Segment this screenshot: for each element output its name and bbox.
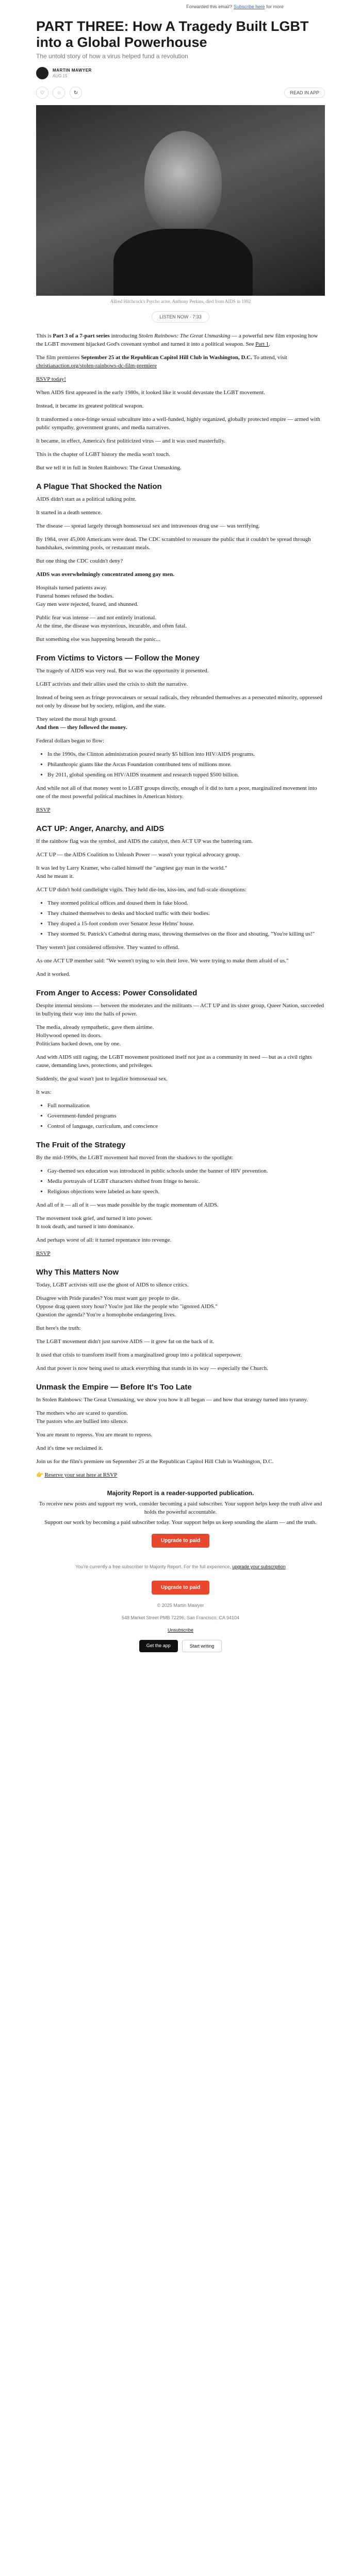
list-item: • By 2011, global spending on HIV/AIDS treatment and research topped $500 billion.	[47, 771, 325, 779]
footer	[36, 1563, 325, 1652]
list-item: • They draped a 15-foot condom over Senator Jesse Helms' house.	[47, 920, 325, 928]
body-paragraph: The disease — spread largely through homosexual sex and intravenous drug use — was terrifying.	[36, 523, 260, 529]
section-heading: From Victims to Victors — Follow the Money	[36, 654, 200, 663]
body-paragraph: But something else was happening beneath the panic...	[36, 636, 160, 642]
body-paragraph: When AIDS first appeared in the early 1980s, it looked like it would devastate the LGBT movement.	[36, 389, 265, 396]
intro-text: This is	[36, 333, 52, 339]
body-paragraph: And all of it — all of it — was made possible by the tragic momentum of AIDS.	[36, 1202, 219, 1208]
body-paragraph: And that power is now being used to attack everything that stands in its way — especially the Church.	[36, 1365, 268, 1371]
section-heading: ACT UP: Anger, Anarchy, and AIDS	[36, 824, 165, 833]
section-heading: Unmask the Empire — Before It's Too Late	[36, 1383, 192, 1392]
body-paragraph: The LGBT movement didn't just survive AIDS — it grew fat on the back of it.	[36, 1338, 215, 1345]
intro-text: To attend, visit	[253, 354, 287, 361]
forward-text: Forwarded this email?	[186, 4, 232, 9]
intro-paragraph-1	[36, 332, 325, 348]
reserve-link[interactable]: Reserve your seat here at RSVP	[44, 1472, 118, 1478]
listen-bar	[36, 311, 325, 323]
body-paragraph: By 1984, over 45,000 Americans were dead. The CDC scrambled to reassure the public that it couldn't be spread through handshakes, swimming pools, or restaurant meals.	[36, 536, 311, 551]
body-paragraph: Question the agenda? You're a homophobe endangering lives.	[36, 1312, 176, 1318]
unsubscribe-line	[36, 1626, 325, 1634]
footer-upgrade-button[interactable]: Upgrade to paid	[152, 1581, 209, 1595]
promo-text: To receive new posts and support my work, consider becoming a paid subscriber. Your support helps keep the truth alive and holds the powerful accountable.	[39, 1501, 322, 1515]
rsvp-line	[36, 806, 325, 814]
body-paragraph: They weren't just considered offensive. They wanted to offend.	[36, 944, 179, 951]
body-paragraph: In Stolen Rainbows: The Great Unmasking, we show you how it all began — and how that strategy turned into tyranny.	[36, 1397, 308, 1403]
body-paragraph: The mothers who are scared to question.	[36, 1410, 128, 1416]
list-item: • They stormed St. Patrick's Cathedral during mass, throwing themselves on the floor and shouting, "You're killing us!"	[47, 930, 325, 938]
listen-button[interactable]: LISTEN NOW · 7:33	[152, 311, 209, 323]
intro-text: introducing	[111, 333, 138, 339]
post-date: AUG 15	[53, 74, 68, 78]
copyright: © 2025 Martin Mawyer	[157, 1603, 204, 1608]
premiere-join: Join us for the film's premiere on September 25 at the Republican Capitol Hill Club in Washington, D.C.	[36, 1459, 274, 1465]
forward-suffix: for more	[266, 4, 284, 9]
body-paragraph: Hollywood opened its doors.	[36, 1032, 102, 1039]
body-paragraph: But we tell it in full in Stolen Rainbows: The Great Unmasking.	[36, 465, 182, 471]
body-paragraph: If the rainbow flag was the symbol, and AIDS the catalyst, then ACT UP was the battering ram.	[36, 838, 253, 844]
list-item: • Control of language, curriculum, and conscience	[47, 1122, 325, 1130]
body-paragraph: And it worked.	[36, 971, 71, 977]
protest-list	[36, 899, 325, 938]
subscribe-promo	[36, 1489, 325, 1548]
body-paragraph: And while not all of that money went to LGBT groups directly, enough of it did to turn a poor, marginalized movement into one of the most powerful political machines in American history.	[36, 785, 317, 800]
promo-title: Majority Report is a reader-supported publication.	[107, 1489, 254, 1497]
body-paragraph: It transformed a once-fringe sexual subculture into a well-funded, highly organized, globally protected empire — armed with public sympathy, government grants, and media narratives.	[36, 416, 320, 431]
body-paragraph: By the mid-1990s, the LGBT movement had moved from the shadows to the spotlight:	[36, 1155, 234, 1161]
upgrade-subscription-link[interactable]: upgrade your subscription	[232, 1564, 286, 1569]
body-paragraph: And with AIDS still raging, the LGBT movement positioned itself not just as a community in need — but as a civil rights cause, demanding laws, protections, and privileges.	[36, 1054, 312, 1069]
body-paragraph: Despite internal tensions — between the moderates and the militants — ACT UP and its sister group, Queer Nation, succeeded in bullying their way into the halls of power.	[36, 1003, 324, 1017]
body-paragraph: At the time, the disease was mysterious, incurable, and often fatal.	[36, 623, 187, 629]
body-paragraph: Public fear was intense — and not entirely irrational.	[36, 615, 157, 621]
rsvp-line	[36, 375, 325, 383]
body-paragraph: And perhaps worst of all: it turned repentance into revenge.	[36, 1237, 172, 1243]
portrait-face	[144, 131, 222, 234]
list-item: • They stormed political offices and doused them in fake blood.	[47, 899, 325, 907]
intro-text: .	[269, 341, 270, 347]
rsvp-link[interactable]: RSVP today!	[36, 376, 66, 382]
body-paragraph: But one thing the CDC couldn't deny?	[36, 558, 123, 564]
list-item: • Full normalization	[47, 1101, 325, 1110]
section-heading: Why This Matters Now	[36, 1268, 119, 1277]
list-item: • In the 1990s, the Clinton administration poured nearly $5 billion into HIV/AIDS programs.	[47, 750, 325, 758]
article-subtitle: The untold story of how a virus helped fund a revolution	[36, 53, 188, 60]
promo-text: Support our work by becoming a paid subscriber today. Your support helps us keep sounding the alarm — and the truth.	[44, 1519, 317, 1526]
body-paragraph: AIDS was overwhelmingly concentrated among gay men.	[36, 571, 174, 578]
hero-image	[36, 105, 325, 296]
film-title: Stolen Rainbows: The Great Unmasking	[138, 333, 231, 339]
body-paragraph: It used that crisis to transform itself from a marginalized group into a political superpower.	[36, 1352, 242, 1358]
body-paragraph: It was led by Larry Kramer, who called himself the "angriest gay man in the world."	[36, 865, 227, 871]
footer-text: You're currently a free subscriber to Majority Report. For the full experience,	[75, 1564, 231, 1569]
body-paragraph: You are meant to repress. You are meant to repress.	[36, 1432, 153, 1438]
address: 548 Market Street PMB 72296, San Francisco, CA 94104	[121, 1615, 240, 1620]
avatar[interactable]	[36, 67, 48, 79]
image-caption: Alfred Hitchcock's Psycho actor, Anthony Perkins, died from AIDS in 1992	[110, 299, 251, 304]
body-paragraph: It became, in effect, America's first politicized virus — and it was used masterfully.	[36, 438, 226, 444]
body-paragraph: It was:	[36, 1089, 52, 1095]
premiere-details: September 25 at the Republican Capitol Hill Club in Washington, D.C.	[81, 354, 252, 361]
author-block	[36, 67, 325, 79]
body-paragraph: The media, already sympathetic, gave them airtime.	[36, 1024, 154, 1030]
body-paragraph: As one ACT UP member said: "We weren't trying to win their love. We were trying to make them afraid of us."	[36, 958, 289, 964]
list-item: • They chained themselves to desks and blocked traffic with their bodies.	[47, 909, 325, 918]
funding-list	[36, 750, 325, 779]
rsvp-link[interactable]: RSVP	[36, 1250, 51, 1257]
section-heading: From Anger to Access: Power Consolidated	[36, 989, 198, 997]
rsvp-line	[36, 1249, 325, 1258]
unsubscribe-link[interactable]: Unsubscribe	[167, 1628, 194, 1633]
author-name[interactable]: MARTIN MAWYER	[53, 68, 92, 73]
body-paragraph: It took death, and turned it into dominance.	[36, 1224, 135, 1230]
body-paragraph: Today, LGBT activists still use the ghost of AIDS to silence critics.	[36, 1282, 189, 1288]
body-paragraph: Oppose drag queen story hour? You're just like the people who "ignored AIDS."	[36, 1303, 218, 1310]
rsvp-link[interactable]: RSVP	[36, 807, 51, 813]
intro-bold: Part 3 of a 7-part series	[53, 333, 110, 339]
reserve-line: 👉 Reserve your seat here at RSVP	[36, 1472, 118, 1478]
portrait-body	[113, 229, 253, 296]
app-buttons	[36, 1640, 325, 1652]
heart-icon[interactable]: ♡	[36, 87, 48, 99]
body-paragraph: The tragedy of AIDS was very real. But so was the opportunity it presented.	[36, 668, 209, 674]
list-item: • Media portrayals of LGBT characters shifted from fringe to heroic.	[47, 1177, 325, 1185]
subscribe-link[interactable]: Subscribe here	[233, 4, 265, 9]
premiere-link[interactable]: christianaction.org/stolen-rainbows-dc-film-premiere	[36, 363, 157, 369]
body-paragraph: And it's time we reclaimed it.	[36, 1445, 103, 1451]
body-paragraph: Instead, it became its greatest political weapon.	[36, 403, 144, 409]
article-title: PART THREE: How A Tragedy Built LGBT into a Global Powerhouse	[36, 19, 309, 50]
footer-note	[36, 1563, 325, 1570]
forward-bar	[0, 0, 361, 13]
body-paragraph: LGBT activists and their allies used the crisis to shift the narrative.	[36, 681, 188, 687]
body-paragraph: Suddenly, the goal wasn't just to legalize homosexual sex.	[36, 1076, 168, 1082]
get-app-button[interactable]: Get the app	[139, 1640, 178, 1652]
action-bar	[36, 87, 325, 99]
body-paragraph: The pastors who are bullied into silence.	[36, 1418, 128, 1425]
body-paragraph: Federal dollars began to flow:	[36, 738, 104, 744]
list-item: • Government-funded programs	[47, 1112, 325, 1120]
body-paragraph: And he meant it.	[36, 873, 74, 879]
body-paragraph: They seized the moral high ground.	[36, 716, 117, 722]
article	[36, 19, 325, 1652]
restack-icon[interactable]: ↻	[70, 87, 82, 99]
body-paragraph: Funeral homes refused the bodies.	[36, 593, 114, 599]
list-item: • Gay-themed sex education was introduced in public schools under the banner of HIV prevention.	[47, 1167, 325, 1175]
strategy-list	[36, 1167, 325, 1196]
goals-list	[36, 1101, 325, 1130]
body-paragraph: This is the chapter of LGBT history the media won't touch.	[36, 451, 170, 457]
read-in-app-button[interactable]: READ IN APP	[284, 88, 325, 98]
body-paragraph: ACT UP didn't hold candlelight vigils. They held die-ins, kiss-ins, and full-scale disruptions:	[36, 887, 247, 893]
body-paragraph: It started in a death sentence.	[36, 510, 102, 516]
body-paragraph: The movement took grief, and turned it into power.	[36, 1215, 153, 1222]
start-writing-button[interactable]: Start writing	[182, 1640, 222, 1652]
body-paragraph: Politicians backed down, one by one.	[36, 1041, 121, 1047]
section-heading: The Fruit of the Strategy	[36, 1141, 126, 1149]
comment-icon[interactable]: ◌	[53, 87, 65, 99]
body-paragraph: ACT UP — the AIDS Coalition to Unleash Power — wasn't your typical advocacy group.	[36, 852, 240, 858]
body-paragraph: And then — they followed the money.	[36, 724, 127, 731]
body-paragraph: Disagree with Pride parades? You must want gay people to die.	[36, 1295, 179, 1301]
body-paragraph: Gay men were rejected, feared, and shunned.	[36, 601, 139, 607]
body-paragraph: Instead of being seen as fringe provocateurs or sexual radicals, they rebranded themselves as a persecuted minority, oppressed not only by disease but by society, religion, and the state.	[36, 694, 322, 709]
upgrade-button[interactable]: Upgrade to paid	[152, 1534, 209, 1548]
body-paragraph: But here's the truth:	[36, 1325, 81, 1331]
intro-paragraph-2	[36, 353, 325, 370]
intro-text: The film premieres	[36, 354, 80, 361]
list-item: • Philanthropic giants like the Arcus Foundation contributed tens of millions more.	[47, 760, 325, 769]
body-paragraph: AIDS didn't start as a political talking point.	[36, 496, 137, 502]
part-1-link[interactable]: Part 1	[255, 341, 269, 347]
intro-text: — a powerful new film exposing how the LGBT movement hijacked God's covenant symbol and turned it into a political weapon. See	[36, 333, 318, 347]
body-paragraph: Hospitals turned patients away.	[36, 585, 107, 591]
list-item: • Religious objections were labeled as hate speech.	[47, 1188, 325, 1196]
section-heading: A Plague That Shocked the Nation	[36, 482, 162, 491]
